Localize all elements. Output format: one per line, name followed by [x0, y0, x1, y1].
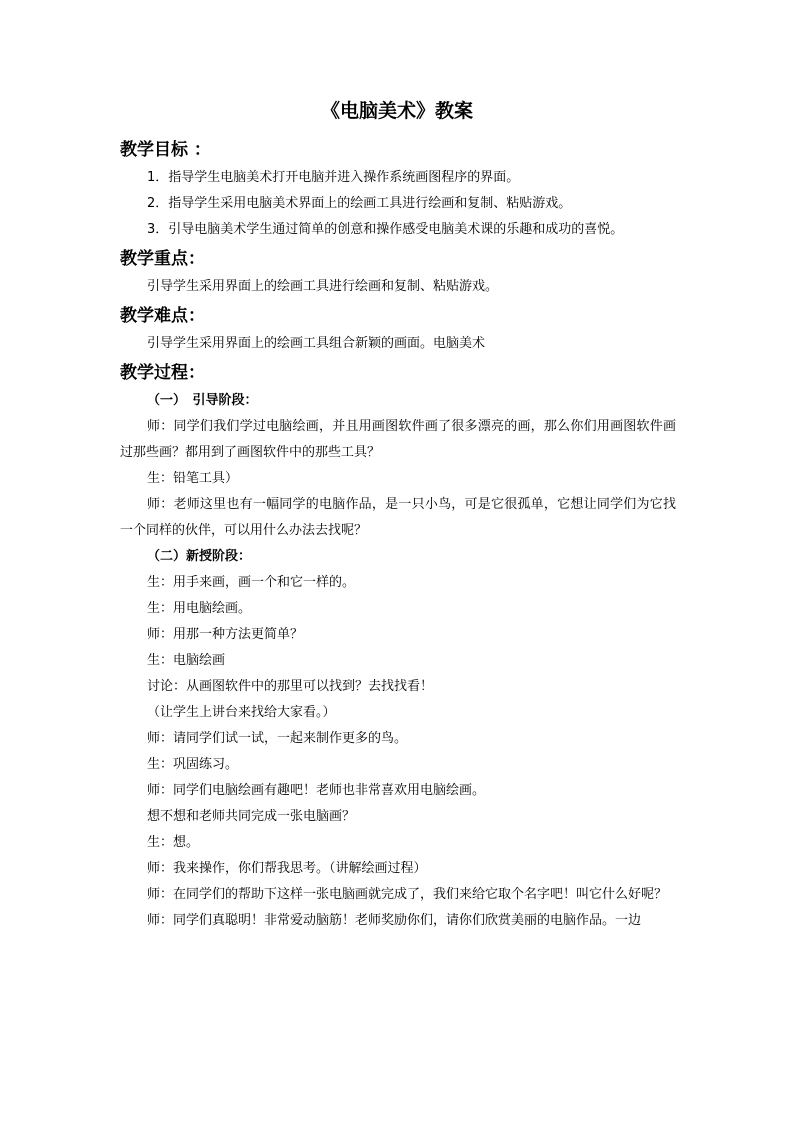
paragraph: 生：想。 — [147, 835, 200, 850]
paragraph: 师：同学们真聪明！非常爱动脑筋！老师奖励你们，请你们欣赏美丽的电脑作品。一边 — [147, 913, 642, 928]
key-points-text: 引导学生采用界面上的绘画工具进行绘画和复制、粘贴游戏。 — [147, 279, 499, 294]
paragraph: 师：请同学们试一试，一起来制作更多的鸟。 — [147, 731, 408, 746]
paragraph: 师：同学们电脑绘画有趣吧！老师也非常喜欢用电脑绘画。 — [147, 783, 486, 798]
difficulties-text: 引导学生采用界面上的绘画工具组合新颖的画面。电脑美术 — [147, 336, 486, 351]
section-heading-objectives: 教学目标 ： — [120, 140, 211, 160]
paragraph: 生：铅笔工具） — [147, 471, 239, 486]
paragraph: 师：用那一种方法更简单？ — [147, 627, 304, 642]
list-item: 3．引导电脑美术学生通过简单的创意和操作感受电脑美术课的乐趣和成功的喜悦。 — [147, 222, 624, 237]
paragraph: 生：巩固练习。 — [147, 757, 239, 772]
paragraph: 生：用电脑绘画。 — [147, 601, 252, 616]
stage2-heading: （二）新授阶段： — [147, 549, 252, 564]
paragraph: 生：电脑绘画 — [147, 653, 226, 668]
paragraph: （让学生上讲台来找给大家看。） — [147, 705, 336, 720]
paragraph: 师：在同学们的帮助下这样一张电脑画就完成了，我们来给它取个名字吧！叫它什么好呢？ — [147, 887, 668, 902]
list-item: 1．指导学生电脑美术打开电脑并进入操作系统画图程序的界面。 — [147, 170, 520, 185]
section-heading-process: 教学过程： — [120, 363, 205, 383]
paragraph: 生：用手来画，画一个和它一样的。 — [147, 575, 356, 590]
section-heading-difficulties: 教学难点： — [120, 306, 205, 326]
list-item: 2．指导学生采用电脑美术界面上的绘画工具进行绘画和复制、粘贴游戏。 — [147, 196, 572, 211]
paragraph: 想不想和老师共同完成一张电脑画？ — [147, 809, 356, 824]
paragraph: 师：老师这里也有一幅同学的电脑作品，是一只小鸟，可是它很孤单，它想让同学们为它找一个同样的伙伴，可以用什么办法去找呢？ — [120, 497, 676, 538]
objectives-list — [120, 165, 676, 243]
section-heading-key-points: 教学重点： — [120, 249, 205, 269]
paragraph: 师：同学们我们学过电脑绘画，并且用画图软件画了很多漂亮的画，那么你们用画图软件画过那些画？都用到了画图软件中的那些工具？ — [120, 419, 676, 460]
paragraph: 师：我来操作，你们帮我思考。（讲解绘画过程） — [147, 861, 427, 876]
page-title: 《电脑美术》教案 — [320, 100, 473, 122]
stage1-heading: （一） 引导阶段： — [147, 393, 258, 408]
paragraph: 讨论：从画图软件中的那里可以找到？去找找看！ — [147, 679, 434, 694]
document-body — [120, 136, 676, 934]
